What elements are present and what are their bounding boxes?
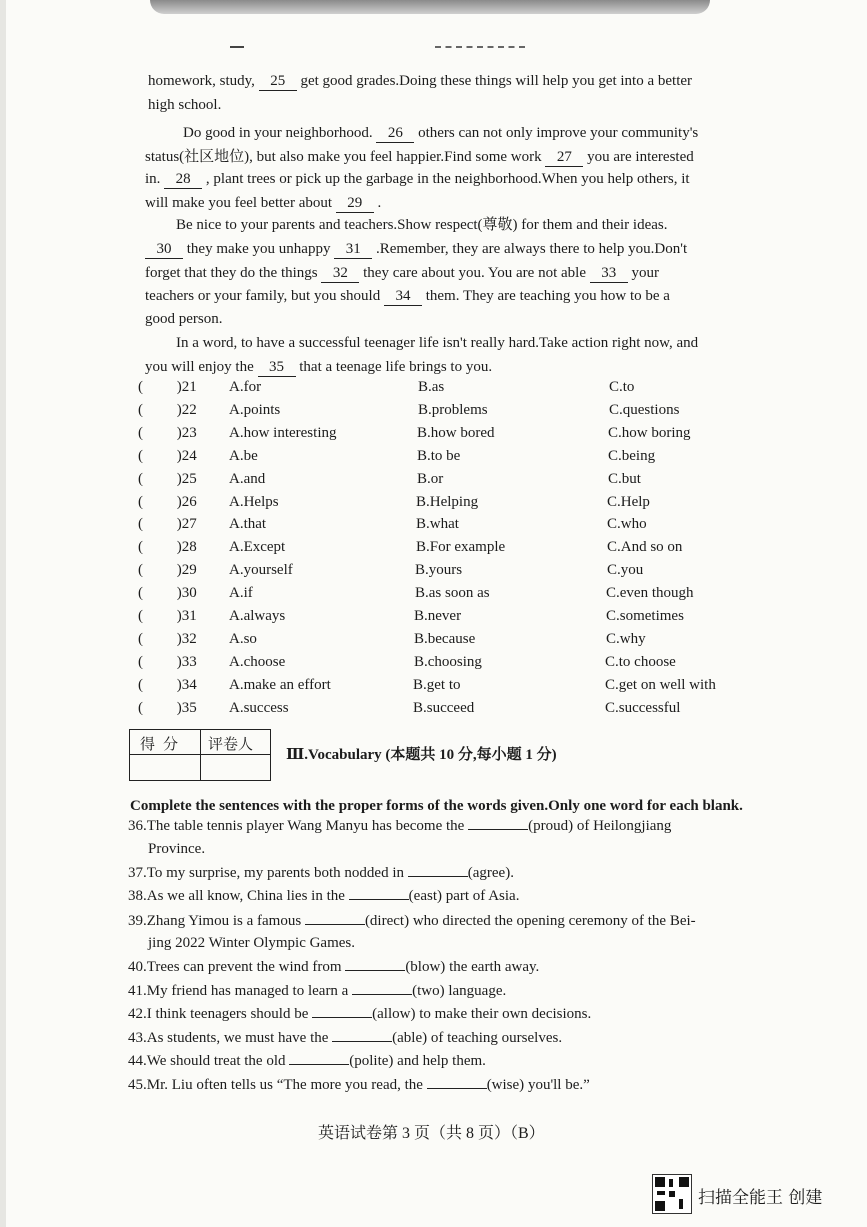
option-a: A.success xyxy=(229,699,289,716)
vocab-question xyxy=(128,958,539,976)
passage-text: will make you feel better about xyxy=(145,195,336,211)
answer-blank xyxy=(332,1041,392,1042)
answer-bracket: ( ) xyxy=(138,516,182,533)
answer-bracket: ( ) xyxy=(138,424,182,441)
scanner-watermark: 扫描全能王 创建 xyxy=(698,1188,823,1208)
question-text: language. xyxy=(444,983,507,999)
option-row xyxy=(138,424,197,442)
word-hint: (two) xyxy=(412,983,445,999)
passage-line xyxy=(148,96,221,114)
question-text: 42.I think teenagers should be xyxy=(128,1006,313,1022)
option-row xyxy=(138,470,197,488)
question-number: 24 xyxy=(181,447,197,464)
vocab-question xyxy=(128,912,696,930)
option-row xyxy=(138,561,197,579)
question-text: 40.Trees can prevent the wind from xyxy=(128,959,346,975)
question-number: 21 xyxy=(181,379,197,395)
option-b: B.because xyxy=(414,630,476,647)
passage-text: good person. xyxy=(145,311,223,327)
passage-text: In a word, to have a successful teenager life isn't really hard.Take action right now, and xyxy=(176,335,699,351)
blank-number: 33 xyxy=(590,264,628,283)
option-a: A.make an effort xyxy=(229,676,331,693)
passage-line xyxy=(145,358,492,377)
passage-line xyxy=(148,72,692,91)
answer-blank xyxy=(349,899,409,900)
option-b: B.never xyxy=(414,608,462,624)
passage-text: high school. xyxy=(148,97,222,113)
vocab-question xyxy=(128,864,514,882)
option-c: C.sometimes xyxy=(606,608,684,624)
answer-blank xyxy=(312,1017,372,1018)
option-c: C.successful xyxy=(605,699,681,716)
vocab-question xyxy=(128,887,519,905)
question-number: 22 xyxy=(181,401,197,418)
answer-bracket: ( ) xyxy=(138,608,182,624)
option-b: B.as xyxy=(418,379,445,395)
question-text: the earth away. xyxy=(445,959,540,975)
passage-text: homework, study, xyxy=(148,73,259,89)
question-text: 38.As we all know, China lies in the xyxy=(128,888,349,904)
option-a: A.and xyxy=(229,470,266,487)
question-text: Province. xyxy=(148,841,206,857)
answer-blank xyxy=(468,829,528,830)
question-number: 34 xyxy=(181,676,197,693)
option-c: C.but xyxy=(608,470,641,487)
answer-bracket: ( ) xyxy=(138,401,182,418)
vocab-question xyxy=(128,982,506,1000)
option-row xyxy=(138,676,197,694)
answer-bracket: ( ) xyxy=(138,653,182,670)
option-a: A.points xyxy=(229,401,281,418)
passage-text: your xyxy=(627,265,659,281)
option-a: A.Helps xyxy=(229,493,279,510)
option-a: A.always xyxy=(229,608,286,624)
option-row xyxy=(138,378,197,396)
option-row xyxy=(138,584,197,602)
passage-line xyxy=(145,287,670,306)
word-hint: (direct) xyxy=(364,913,410,929)
blank-number: 32 xyxy=(321,264,359,283)
answer-bracket: ( ) xyxy=(138,562,182,579)
passage-text: get good grades.Doing these things will help you get into a better xyxy=(296,73,693,89)
passage-text: .Remember, they are always there to help you.Don't xyxy=(372,241,688,257)
vocab-question xyxy=(128,1076,590,1094)
answer-blank xyxy=(408,876,468,877)
passage-text: them. They are teaching you how to be a xyxy=(421,288,670,304)
option-a: A.if xyxy=(229,585,253,602)
option-b: B.or xyxy=(417,470,444,487)
passage-text: you will enjoy the xyxy=(145,359,258,375)
option-c: C.Help xyxy=(607,493,650,510)
page-footer: 英语试卷第 3 页（共 8 页）（B） xyxy=(318,1125,545,1142)
question-text: who directed the opening ceremony of the Bei- xyxy=(409,913,696,929)
passage-text: that a teenage life brings to you. xyxy=(295,359,493,375)
option-c: C.to choose xyxy=(605,653,676,670)
question-number: 32 xyxy=(181,630,197,647)
option-row xyxy=(138,447,197,465)
blank-number: 29 xyxy=(336,194,374,213)
answer-bracket: ( ) xyxy=(138,630,182,647)
option-a: A.how interesting xyxy=(229,424,337,441)
answer-blank xyxy=(345,970,405,971)
passage-line xyxy=(176,216,668,234)
option-b: B.succeed xyxy=(413,699,475,716)
vocab-question xyxy=(148,840,205,858)
option-a: A.for xyxy=(229,379,262,395)
passage-text: . xyxy=(373,195,382,211)
question-text: to make their own decisions. xyxy=(415,1006,592,1022)
option-row xyxy=(138,493,197,511)
vocab-question xyxy=(128,1052,486,1070)
passage-text: status(社区地位), but also make you feel happier.Find some work xyxy=(145,149,546,165)
word-hint: (agree) xyxy=(467,865,511,881)
option-b: B.problems xyxy=(418,401,488,418)
vocab-question xyxy=(128,1029,562,1047)
option-c: C.get on well with xyxy=(605,676,716,693)
vocab-question xyxy=(148,934,355,952)
option-row xyxy=(138,630,197,648)
passage-line xyxy=(183,124,698,143)
question-number: 29 xyxy=(181,562,197,579)
option-row xyxy=(138,653,197,671)
option-c: C.being xyxy=(608,447,656,464)
option-b: B.as soon as xyxy=(415,585,490,602)
blank-number: 26 xyxy=(376,124,414,143)
option-a: A.Except xyxy=(229,539,286,556)
option-c: C.even though xyxy=(606,585,694,602)
question-text: 44.We should treat the old xyxy=(128,1053,290,1069)
option-a: A.yourself xyxy=(229,562,293,579)
vocab-question xyxy=(128,817,671,835)
question-text: 45.Mr. Liu often tells us “The more you read, the xyxy=(128,1077,427,1093)
section-title: Ⅲ.Vocabulary (本题共 10 分,每小题 1 分) xyxy=(286,747,557,763)
option-a: A.be xyxy=(229,447,258,464)
blank-number: 34 xyxy=(384,287,422,306)
question-text: 41.My friend has managed to learn a xyxy=(128,983,353,999)
question-number: 28 xyxy=(181,539,197,556)
passage-text: they make you unhappy xyxy=(183,241,335,257)
option-row xyxy=(138,401,197,419)
question-number: 26 xyxy=(181,493,197,510)
answer-blank xyxy=(352,994,412,995)
question-text: of teaching ourselves. xyxy=(427,1030,563,1046)
option-a: A.choose xyxy=(229,653,286,670)
passage-line xyxy=(145,310,223,328)
option-b: B.get to xyxy=(413,676,461,693)
word-hint: (able) xyxy=(392,1030,428,1046)
vocab-question xyxy=(128,1005,591,1023)
passage-line xyxy=(145,148,694,167)
answer-bracket: ( ) xyxy=(138,539,182,556)
question-text: 43.As students, we must have the xyxy=(128,1030,333,1046)
question-number: 23 xyxy=(181,424,197,441)
passage-text: Do good in your neighborhood. xyxy=(183,125,377,141)
instruction: Complete the sentences with the proper forms of the words given.Only one word for each blank. xyxy=(130,798,743,814)
option-b: B.to be xyxy=(417,447,461,464)
option-b: B.choosing xyxy=(414,653,482,670)
answer-blank xyxy=(305,924,365,925)
option-row xyxy=(138,538,197,556)
answer-bracket: ( ) xyxy=(138,447,182,464)
blank-number: 30 xyxy=(145,240,183,259)
passage-text: Be nice to your parents and teachers.Show respect(尊敬) for them and their ideas. xyxy=(176,217,668,233)
question-text: . xyxy=(510,865,514,881)
answer-blank xyxy=(427,1088,487,1089)
question-text: 36.The table tennis player Wang Manyu has become the xyxy=(128,818,469,834)
passage-text: they care about you. You are not able xyxy=(359,265,590,281)
blank-number: 28 xyxy=(164,170,202,189)
answer-bracket: ( ) xyxy=(138,699,182,716)
question-number: 25 xyxy=(181,470,197,487)
passage-text: others can not only improve your community's xyxy=(414,125,699,141)
word-hint: (polite) xyxy=(349,1053,394,1069)
question-text: and help them. xyxy=(393,1053,486,1069)
question-number: 27 xyxy=(181,516,197,533)
question-text: 37.To my surprise, my parents both nodded in xyxy=(128,865,408,881)
option-b: B.For example xyxy=(416,539,506,556)
question-number: 31 xyxy=(181,608,197,624)
answer-bracket: ( ) xyxy=(138,585,182,602)
word-hint: (allow) xyxy=(372,1006,416,1022)
blank-number: 35 xyxy=(258,358,296,377)
word-hint: (blow) xyxy=(405,959,446,975)
passage-text: in. xyxy=(145,171,165,187)
option-row xyxy=(138,607,197,625)
question-text: you'll be.” xyxy=(524,1077,590,1093)
question-text: jing 2022 Winter Olympic Games. xyxy=(148,935,356,951)
blank-number: 25 xyxy=(259,72,297,91)
qr-code-icon xyxy=(652,1174,692,1214)
answer-bracket: ( ) xyxy=(138,676,182,693)
word-hint: (wise) xyxy=(486,1077,525,1093)
option-c: C.to xyxy=(609,379,635,395)
option-b: B.yours xyxy=(415,562,463,579)
blank-number: 27 xyxy=(545,148,583,167)
question-number: 33 xyxy=(181,653,197,670)
score-label: 得分 xyxy=(140,737,187,753)
passage-text: , plant trees or pick up the garbage in the neighborhood.When you help others, it xyxy=(202,171,690,187)
passage-line xyxy=(176,334,698,352)
question-number: 30 xyxy=(181,585,197,602)
option-c: C.why xyxy=(606,630,646,647)
grader-label: 评卷人 xyxy=(208,737,254,753)
passage-line xyxy=(145,170,690,189)
word-hint: (proud) xyxy=(528,818,574,834)
option-c: C.questions xyxy=(609,401,680,418)
option-row xyxy=(138,699,197,717)
score-box xyxy=(129,729,271,781)
answer-blank xyxy=(289,1064,349,1065)
passage-line xyxy=(145,240,687,259)
option-c: C.you xyxy=(607,562,644,579)
answer-bracket: ( ) xyxy=(138,470,182,487)
option-c: C.And so on xyxy=(607,539,683,556)
option-c: C.how boring xyxy=(608,424,691,441)
question-text: part of Asia. xyxy=(441,888,520,904)
passage-line xyxy=(145,194,381,213)
blank-number: 31 xyxy=(334,240,372,259)
option-row xyxy=(138,515,197,533)
passage-text: teachers or your family, but you should xyxy=(145,288,384,304)
option-a: A.that xyxy=(229,516,267,533)
option-c: C.who xyxy=(607,516,647,533)
option-b: B.what xyxy=(416,516,459,533)
passage-text: forget that they do the things xyxy=(145,265,322,281)
question-number: 35 xyxy=(181,699,197,716)
passage-text: you are interested xyxy=(583,149,694,165)
question-text: of Heilongjiang xyxy=(573,818,672,834)
option-b: B.how bored xyxy=(417,424,495,441)
passage-line xyxy=(145,264,659,283)
option-a: A.so xyxy=(229,630,257,647)
question-text: 39.Zhang Yimou is a famous xyxy=(128,913,305,929)
answer-bracket: ( ) xyxy=(138,493,182,510)
option-b: B.Helping xyxy=(416,493,479,510)
answer-bracket: ( ) xyxy=(138,379,182,395)
word-hint: (east) xyxy=(408,888,442,904)
